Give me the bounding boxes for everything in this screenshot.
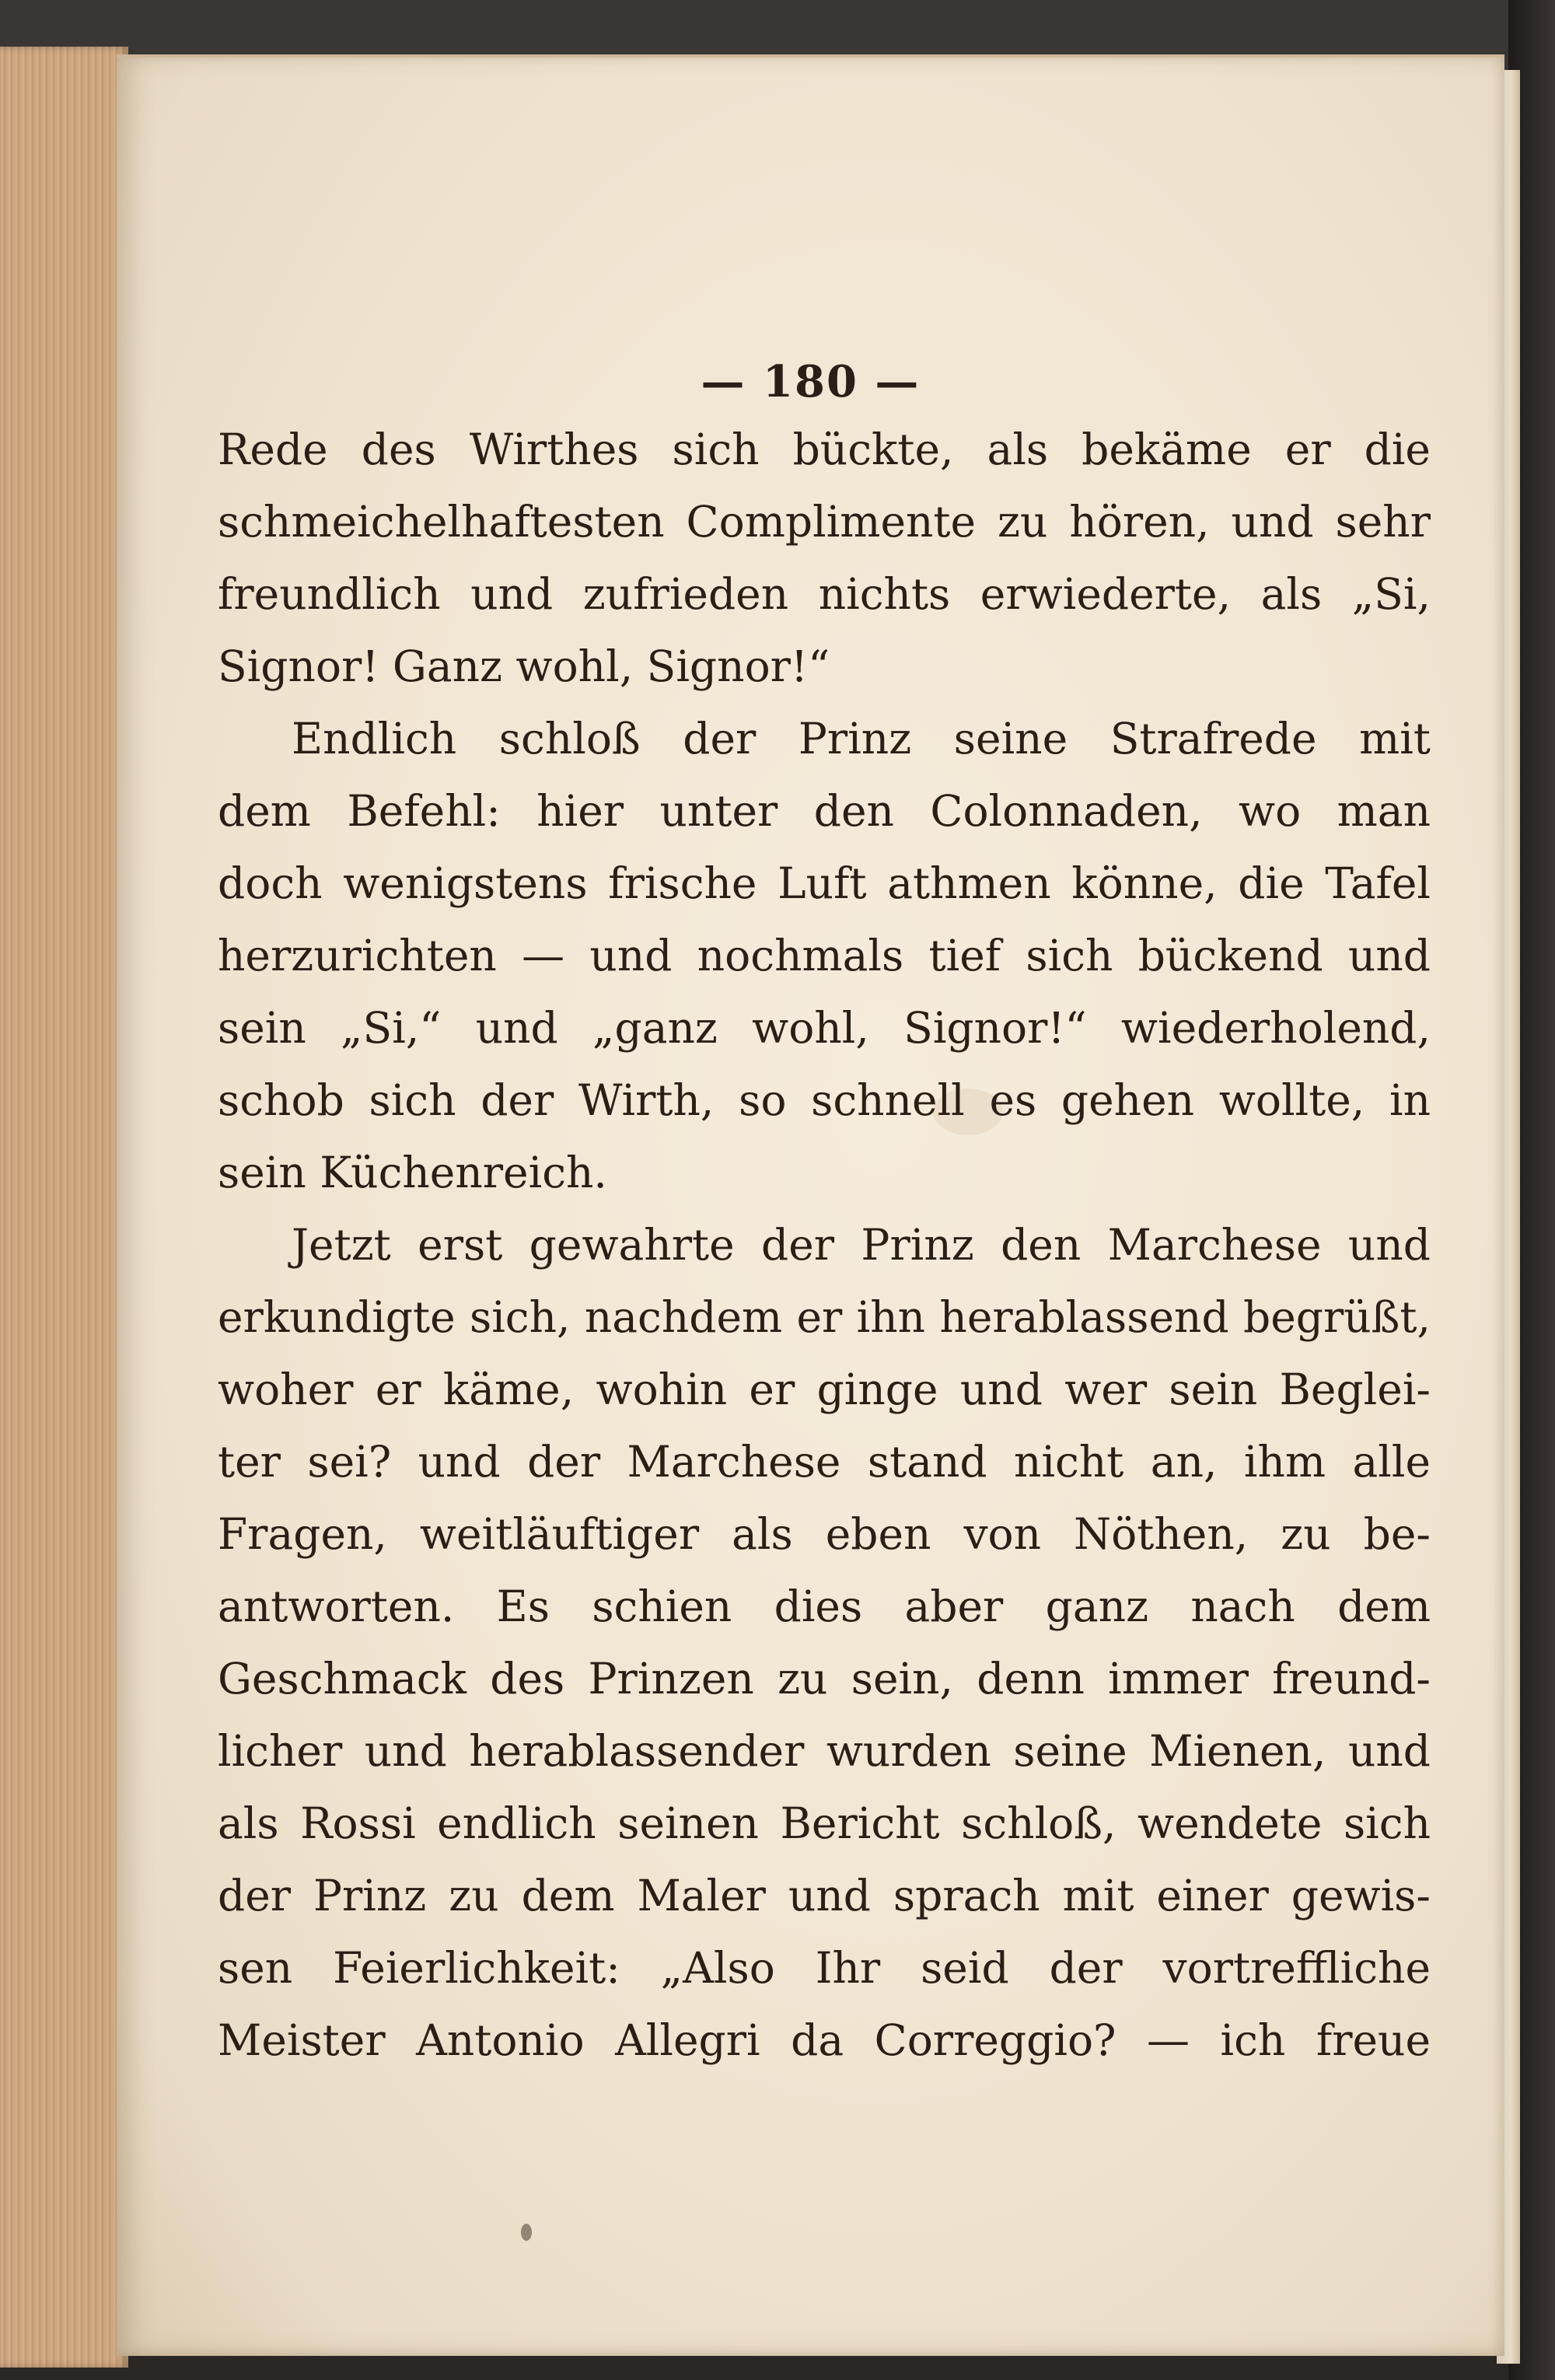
text-line: als Rossi endlich seinen Bericht schloß, wendete sich: [218, 1798, 1431, 1848]
text-line: woher er käme, wohin er ginge und wer sein Beglei-: [218, 1365, 1431, 1414]
text-line: der Prinz zu dem Maler und sprach mit einer gewis-: [218, 1871, 1431, 1920]
text-line: Fragen, weitläuftiger als eben von Nöthen, zu be-: [218, 1509, 1431, 1559]
text-line: schmeichelhaftesten Complimente zu hören, und sehr: [218, 497, 1431, 547]
text-line: dem Befehl: hier unter den Colonnaden, wo man: [218, 786, 1431, 836]
page-edges: [0, 47, 128, 2368]
text-line: freundlich und zufrieden nichts erwiederte, als „Si,: [218, 569, 1431, 619]
text-line: Jetzt erst gewahrte der Prinz den Marchese und: [292, 1220, 1431, 1270]
text-line: Geschmack des Prinzen zu sein, denn immer freund-: [218, 1654, 1431, 1704]
text-line: sein Küchenreich.: [218, 1148, 607, 1197]
page-number: — 180 —: [701, 356, 921, 407]
text-line: licher und herablassender wurden seine Mienen, und: [218, 1726, 1431, 1776]
text-line: erkundigte sich, nachdem er ihn herablassend begrüßt,: [218, 1292, 1431, 1342]
text-line: antworten. Es schien dies aber ganz nach dem: [218, 1581, 1431, 1631]
text-line: herzurichten — und nochmals tief sich bückend und: [218, 931, 1431, 980]
text-line: doch wenigstens frische Luft athmen könne, die Tafel: [218, 858, 1431, 908]
text-line: Endlich schloß der Prinz seine Strafrede mit: [292, 714, 1431, 764]
paper-stain: [521, 2224, 532, 2241]
text-line: sen Feierlichkeit: „Also Ihr seid der vortreffliche: [218, 1943, 1431, 1993]
body-text: [218, 414, 1431, 2077]
text-line: schob sich der Wirth, so schnell es gehen wollte, in: [218, 1075, 1431, 1125]
text-line: sein „Si,“ und „ganz wohl, Signor!“ wiederholend,: [218, 1003, 1431, 1053]
text-line: Meister Antonio Allegri da Correggio? — ich freue: [218, 2015, 1431, 2065]
page-top-edge: [117, 54, 1504, 58]
text-line: ter sei? und der Marchese stand nicht an, ihm alle: [218, 1437, 1431, 1487]
text-line: Rede des Wirthes sich bückte, als bekäme er die: [218, 425, 1431, 474]
text-line: Signor! Ganz wohl, Signor!“: [218, 641, 830, 691]
